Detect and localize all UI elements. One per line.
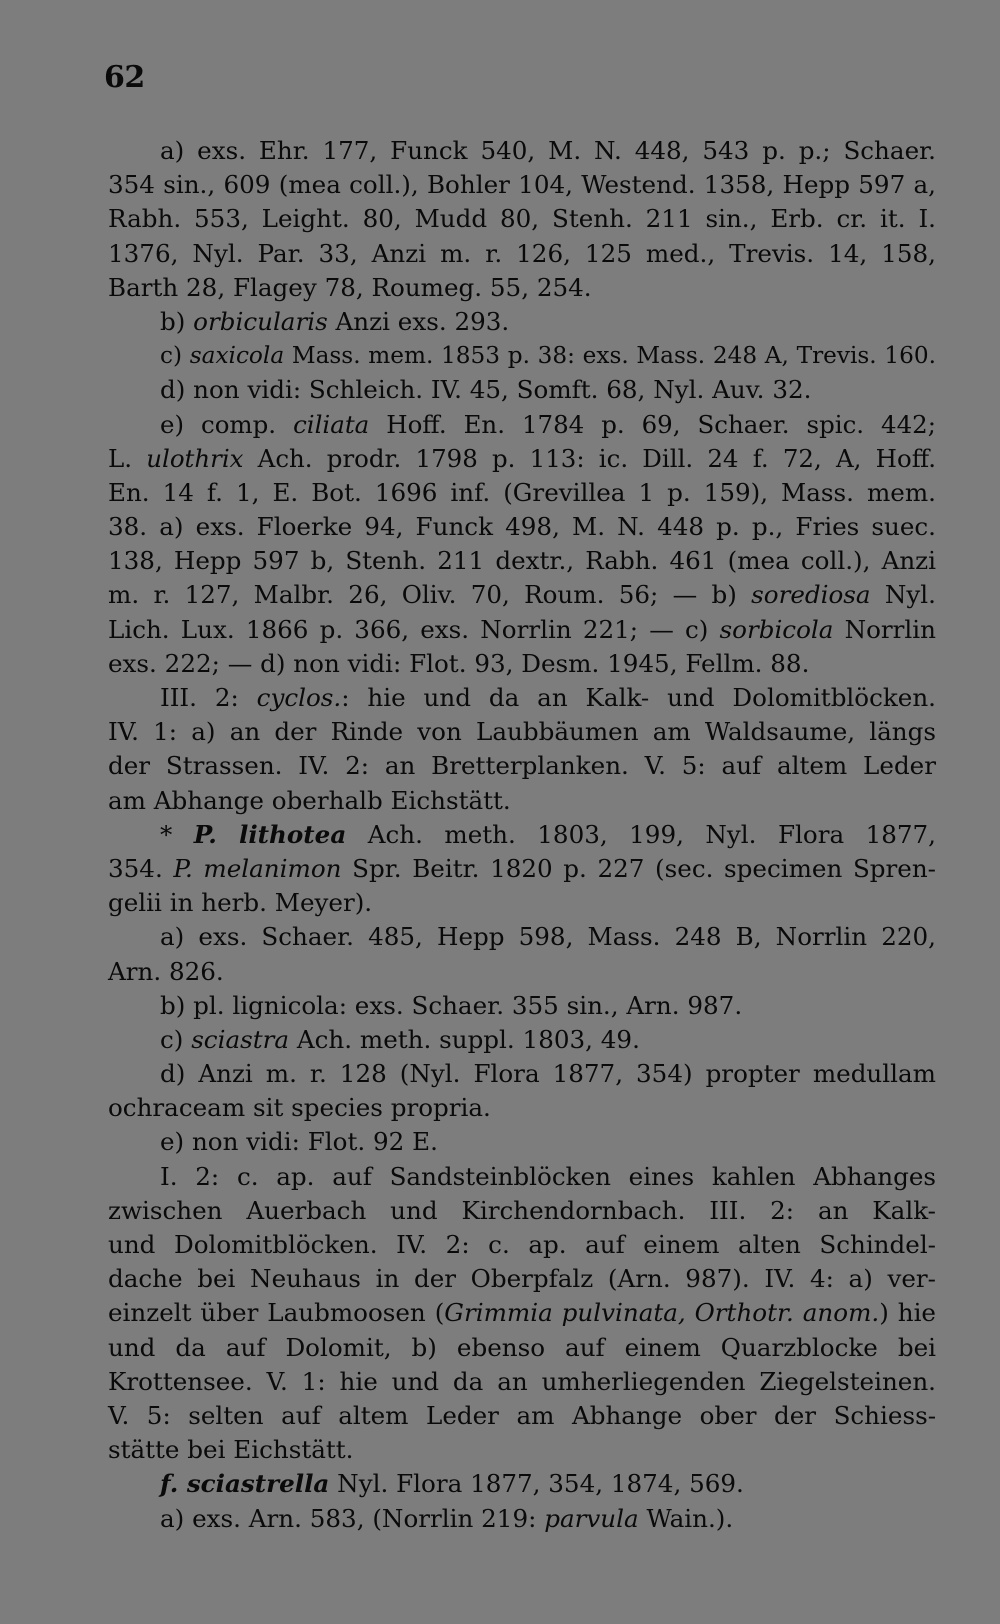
text-span: zwischen Auerbach und Kirchendornbach. III. 2: an Kalk- <box>108 1195 936 1225</box>
text-line <box>108 578 936 612</box>
italic-text-span: ciliata <box>293 409 370 439</box>
page-number: 62 <box>104 60 145 95</box>
text-span: der Strassen. IV. 2: an Bretterplanken. V. 5: auf altem Leder <box>108 751 936 781</box>
text-span: 138, Hepp 597 b, Stenh. 211 dextr., Rabh. 461 (mea coll.), Anzi <box>108 546 936 576</box>
text-span: Hoff. En. 1784 p. 69, Schaer. spic. 442; <box>369 409 936 439</box>
text-span: 1376, Nyl. Par. 33, Anzi m. r. 126, 125 med., Trevis. 14, 158, <box>108 238 936 268</box>
text-line <box>108 1467 936 1501</box>
text-span: e) non vidi: Flot. 92 E. <box>160 1127 438 1157</box>
text-line <box>108 989 936 1023</box>
text-line <box>108 305 936 339</box>
text-line <box>108 852 936 886</box>
italic-text-span: ulothrix <box>146 443 244 473</box>
text-span: d) Anzi m. r. 128 (Nyl. Flora 1877, 354) propter medullam <box>160 1059 936 1089</box>
italic-text-span: saxicola <box>189 342 285 370</box>
text-span: Lich. Lux. 1866 p. 366, exs. Norrlin 221; — c) <box>108 614 720 644</box>
text-line <box>108 544 936 578</box>
text-span: 354 sin., 609 (mea coll.), Bohler 104, Westend. 1358, Hepp 597 a, <box>108 170 936 200</box>
italic-text-span: P. melanimon <box>173 853 342 883</box>
text-span: IV. 1: a) an der Rinde von Laubbäumen am Waldsaume, längs <box>108 717 936 747</box>
text-line <box>108 237 936 271</box>
text-span: Ach. meth. 1803, 199, Nyl. Flora 1877, <box>346 819 936 849</box>
text-line <box>108 1502 936 1536</box>
text-line <box>108 715 936 749</box>
text-span: ochraceam sit species propria. <box>108 1093 491 1123</box>
text-span: Ach. meth. suppl. 1803, 49. <box>289 1024 640 1054</box>
text-span: Anzi exs. 293. <box>327 306 510 336</box>
text-line <box>108 1091 936 1125</box>
text-line <box>108 955 936 989</box>
text-span: einzelt über Laubmoosen ( <box>108 1298 445 1328</box>
text-span: Rabh. 553, Leight. 80, Mudd 80, Stenh. 211 sin., Erb. cr. it. I. <box>108 204 936 234</box>
text-span: b) pl. lignicola: exs. Schaer. 355 sin., Arn. 987. <box>160 990 743 1020</box>
text-line <box>108 1194 936 1228</box>
text-line <box>108 920 936 954</box>
italic-text-span: orbicularis <box>193 306 328 336</box>
text-span: * <box>160 819 194 849</box>
text-span: Nyl. Flora 1877, 354, 1874, 569. <box>329 1469 744 1499</box>
text-span: Wain.). <box>638 1503 734 1533</box>
text-line <box>108 1125 936 1159</box>
text-line <box>108 1023 936 1057</box>
text-span: En. 14 f. 1, E. Bot. 1696 inf. (Grevillea 1 p. 159), Mass. mem. <box>108 477 936 507</box>
text-span: : hie und da an Kalk- und Dolomitblöcken. <box>341 683 936 712</box>
text-line <box>108 1331 936 1365</box>
italic-text-span: f. sciastrella <box>160 1469 330 1499</box>
text-span: b) <box>160 306 194 336</box>
italic-text-span: sorbicola <box>719 614 834 644</box>
text-line <box>108 647 936 681</box>
text-span: 354. <box>108 853 174 883</box>
text-line <box>108 271 936 305</box>
text-span: Spr. Beitr. 1820 p. 227 (sec. specimen Spren- <box>341 853 936 883</box>
text-line <box>108 510 936 544</box>
text-line <box>108 1057 936 1091</box>
text-span: ) hie <box>879 1298 936 1328</box>
italic-text-span: sciastra <box>191 1024 290 1054</box>
text-span: exs. 222; — d) non vidi: Flot. 93, Desm. 1945, Fellm. 88. <box>108 648 810 678</box>
text-span: c) <box>160 342 190 370</box>
italic-text-span: Grimmia pulvinata, Orthotr. anom. <box>444 1298 880 1328</box>
text-span: 38. a) exs. Floerke 94, Funck 498, M. N. 448 p. p., Fries suec. <box>108 512 936 542</box>
text-line <box>108 1399 936 1433</box>
text-span: Krottensee. V. 1: hie und da an umherliegenden Ziegelsteinen. <box>108 1366 936 1396</box>
text-span: a) exs. Schaer. 485, Hepp 598, Mass. 248 B, Norrlin 220, <box>160 922 936 952</box>
text-span: V. 5: selten auf altem Leder am Abhange ober der Schiess- <box>108 1400 936 1430</box>
text-span: Nyl. <box>870 580 936 610</box>
italic-text-span: P. lithotea <box>193 819 347 849</box>
text-line <box>108 1262 936 1296</box>
text-span: gelii in herb. Meyer). <box>108 888 373 918</box>
text-span: Mass. mem. 1853 p. 38: exs. Mass. 248 A, Trevis. 160. <box>284 342 936 370</box>
text-span: III. 2: <box>160 683 257 712</box>
text-span: Barth 28, Flagey 78, Roumeg. 55, 254. <box>108 272 592 302</box>
text-span: L. <box>108 443 147 473</box>
text-line <box>108 613 936 647</box>
text-span: stätte bei Eichstätt. <box>108 1435 354 1465</box>
text-span: e) comp. <box>160 409 294 439</box>
text-line <box>108 818 936 852</box>
document-body-text <box>108 134 936 1536</box>
text-line <box>108 408 936 442</box>
text-span: a) exs. Arn. 583, (Norrlin 219: <box>160 1503 545 1533</box>
text-line <box>108 1433 936 1467</box>
text-line <box>108 442 936 476</box>
italic-text-span: parvula <box>544 1503 639 1533</box>
text-span: m. r. 127, Malbr. 26, Oliv. 70, Roum. 56; — b) <box>108 580 752 610</box>
text-line <box>108 168 936 202</box>
text-span: d) non vidi: Schleich. IV. 45, Somft. 68, Nyl. Auv. 32. <box>160 375 812 405</box>
text-line <box>108 749 936 783</box>
text-line <box>108 134 936 168</box>
text-line <box>108 1228 936 1262</box>
text-line <box>108 1160 936 1194</box>
text-line <box>108 681 936 715</box>
text-span: dache bei Neuhaus in der Oberpfalz (Arn. 987). IV. 4: a) ver- <box>108 1264 936 1294</box>
text-span: I. 2: c. ap. auf Sandsteinblöcken eines kahlen Abhanges <box>160 1161 936 1191</box>
text-span: und Dolomitblöcken. IV. 2: c. ap. auf einem alten Schindel- <box>108 1230 936 1259</box>
text-span: und da auf Dolomit, b) ebenso auf einem Quarzblocke bei <box>108 1332 936 1362</box>
text-span: am Abhange oberhalb Eichstätt. <box>108 785 511 815</box>
text-span: a) exs. Ehr. 177, Funck 540, M. N. 448, 543 p. p.; Schaer. <box>160 136 936 165</box>
italic-text-span: cyclos. <box>256 683 342 712</box>
text-line <box>108 1296 936 1330</box>
text-line <box>108 373 936 407</box>
text-span: Arn. 826. <box>108 956 224 986</box>
text-line <box>108 476 936 510</box>
text-line <box>108 886 936 920</box>
text-line <box>108 339 936 373</box>
text-span: Norrlin <box>833 614 936 644</box>
italic-text-span: sorediosa <box>751 580 871 610</box>
text-line <box>108 1365 936 1399</box>
text-span: Ach. prodr. 1798 p. 113: ic. Dill. 24 f. 72, A, Hoff. <box>243 443 936 473</box>
text-span: c) <box>160 1024 192 1054</box>
text-line <box>108 784 936 818</box>
text-line <box>108 202 936 236</box>
